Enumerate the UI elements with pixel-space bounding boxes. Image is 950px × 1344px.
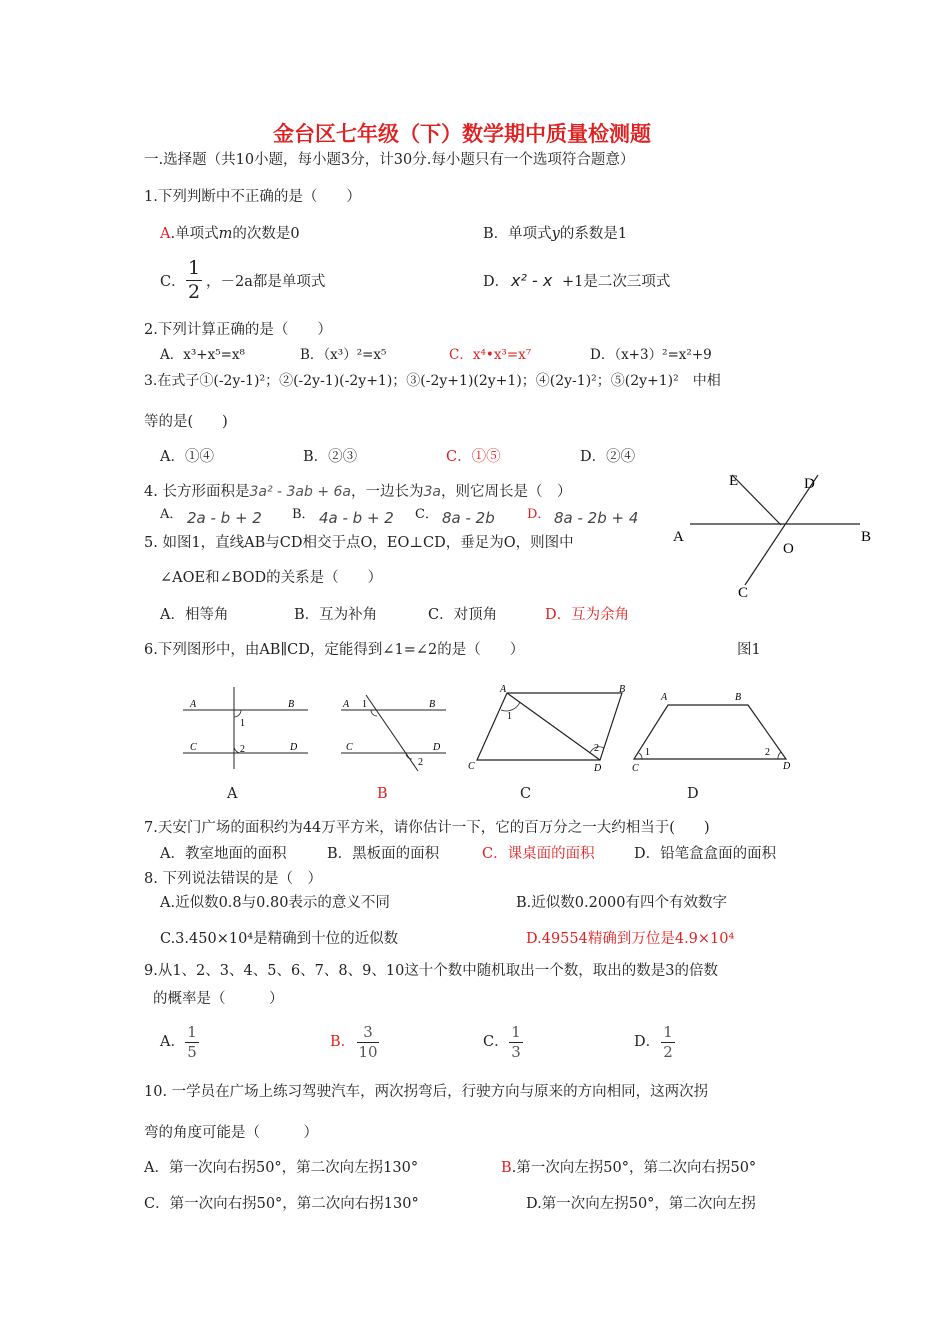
q4-option-b: 4a - b + 2 bbox=[319, 509, 394, 527]
q3-option-b: B．②③ bbox=[303, 449, 358, 465]
q3-option-c: C．①⑤ bbox=[446, 449, 501, 465]
svg-text:D: D bbox=[290, 742, 298, 753]
q4-stem: 4. 长方形面积是3a² - 3ab + 6a，一边长为3a，则它周长是（ ） bbox=[144, 484, 572, 500]
label-c: C bbox=[738, 585, 749, 601]
q9-option-a-fraction: 1 5 bbox=[185, 1025, 199, 1060]
q6-caption-c: C bbox=[520, 786, 532, 802]
q1-option-b: B．单项式y的系数是1 bbox=[483, 226, 628, 242]
q7-option-b: B．黑板面的面积 bbox=[327, 846, 440, 862]
q4-option-d: 8a - 2b + 4 bbox=[554, 509, 639, 527]
label-e: E bbox=[729, 473, 739, 489]
q9-option-c-label: C． bbox=[483, 1034, 509, 1050]
q5-stem: 5. 如图1，直线AB与CD相交于点O，EO⊥CD，垂足为O，则图中 bbox=[144, 535, 574, 551]
label-b: B bbox=[861, 529, 872, 545]
svg-text:B: B bbox=[735, 692, 742, 703]
q10-stem: 10. 一学员在广场上练习驾驶汽车，两次拐弯后，行驶方向与原来的方向相同，这两次拐 bbox=[144, 1084, 709, 1100]
q5-option-b: B．互为补角 bbox=[294, 607, 378, 623]
svg-text:D: D bbox=[433, 742, 441, 753]
svg-text:A: A bbox=[661, 692, 668, 703]
q2-option-b: B．（x³）²=x⁵ bbox=[300, 347, 387, 363]
q2-option-a: A．x³+x⁵=x⁸ bbox=[160, 347, 245, 363]
svg-text:C: C bbox=[632, 763, 639, 774]
svg-text:2: 2 bbox=[594, 743, 599, 754]
svg-text:D: D bbox=[783, 761, 791, 772]
q7-option-c: C．课桌面的面积 bbox=[482, 846, 595, 862]
svg-text:C: C bbox=[468, 761, 475, 772]
q6-caption-b: B bbox=[377, 786, 388, 802]
q6-figure-b bbox=[336, 685, 456, 775]
q8-option-d: D.49554精确到万位是4.9×10⁴ bbox=[526, 931, 735, 947]
q5-option-a: A．相等角 bbox=[160, 607, 229, 623]
q7-stem: 7.天安门广场的面积约为44万平方米，请你估计一下，它的百万分之一大约相当于( ) bbox=[144, 820, 710, 836]
q1-option-c-fraction: 1 2 bbox=[187, 257, 201, 303]
q4-option-b-label: B． bbox=[292, 507, 315, 522]
q3-option-a: A．①④ bbox=[160, 449, 214, 465]
q8-stem: 8. 下列说法错误的是（ ） bbox=[144, 871, 322, 887]
svg-text:1: 1 bbox=[240, 718, 245, 729]
label-a: A bbox=[673, 529, 684, 545]
q10-stem-cont: 弯的角度可能是（ ） bbox=[144, 1125, 318, 1141]
q9-stem-cont: 的概率是（ ） bbox=[153, 991, 284, 1007]
q6-figure-d bbox=[626, 685, 801, 775]
q3-stem: 3.在式子①(-2y-1)²；②(-2y-1)(-2y+1)；③(-2y+1)(2y+1)；④(2y-1)²；⑤(2y+1)² 中相 bbox=[144, 373, 721, 389]
svg-text:2: 2 bbox=[240, 744, 245, 755]
q4-option-a-label: A． bbox=[160, 507, 183, 522]
q4-option-c-label: C． bbox=[415, 507, 438, 522]
q6-figure-a bbox=[178, 685, 318, 775]
ray-oe bbox=[732, 475, 781, 525]
svg-text:B: B bbox=[619, 684, 626, 695]
q8-option-b: B.近似数0.2000有四个有效数字 bbox=[516, 895, 727, 911]
q9-option-c-fraction: 1 3 bbox=[509, 1025, 523, 1060]
svg-text:A: A bbox=[500, 684, 507, 695]
svg-text:A: A bbox=[343, 699, 350, 710]
q8-option-c: C.3.450×10⁴是精确到十位的近似数 bbox=[160, 931, 399, 947]
q7-option-d: D．铅笔盒盒面的面积 bbox=[634, 846, 777, 862]
q10-option-c: C．第一次向右拐50°，第二次向右拐130° bbox=[144, 1196, 419, 1212]
q8-option-a: A.近似数0.8与0.80表示的意义不同 bbox=[160, 895, 390, 911]
label-o: O bbox=[783, 541, 794, 557]
figure-1-caption: 图1 bbox=[737, 642, 761, 658]
q1-option-d-text: +1是二次三项式 bbox=[562, 274, 671, 290]
svg-text:2: 2 bbox=[418, 757, 423, 768]
q6-stem: 6.下列图形中，由AB∥CD，定能得到∠1=∠2的是（ ） bbox=[144, 642, 525, 658]
q5-option-d: D．互为余角 bbox=[545, 607, 630, 623]
q5-stem-cont: ∠AOE和∠BOD的关系是（ ） bbox=[160, 570, 383, 586]
q7-option-a: A．教室地面的面积 bbox=[160, 846, 287, 862]
svg-text:B: B bbox=[288, 699, 295, 710]
q9-stem: 9.从1、2、3、4、5、6、7、8、9、10这十个数中随机取出一个数，取出的数是3的倍数 bbox=[144, 963, 719, 979]
q5-option-c: C．对顶角 bbox=[428, 607, 498, 623]
svg-text:C: C bbox=[190, 742, 197, 753]
q2-option-c: C．x⁴•x³=x⁷ bbox=[449, 347, 532, 363]
svg-text:1: 1 bbox=[362, 699, 367, 710]
q1-option-d-label: D． bbox=[483, 274, 510, 290]
svg-text:1: 1 bbox=[507, 711, 512, 722]
q9-option-b-label: B． bbox=[330, 1034, 356, 1050]
q1-stem: 1.下列判断中不正确的是（ ） bbox=[144, 189, 361, 205]
q10-option-a: A．第一次向右拐50°，第二次向左拐130° bbox=[144, 1160, 419, 1176]
q9-option-b-fraction: 3 10 bbox=[358, 1023, 378, 1061]
svg-text:B: B bbox=[429, 699, 436, 710]
label-d: D bbox=[804, 476, 815, 492]
q1-option-c-text: ，－2a都是单项式 bbox=[206, 274, 326, 290]
q1-option-d-math: x² - x bbox=[511, 271, 553, 290]
q10-option-b-letter: B bbox=[501, 1160, 512, 1176]
q3-option-d: D．②④ bbox=[580, 449, 636, 465]
q4-option-a: 2a - b + 2 bbox=[187, 509, 262, 527]
svg-text:C: C bbox=[346, 742, 353, 753]
q9-option-d-label: D． bbox=[634, 1034, 661, 1050]
figure-1-diagram bbox=[660, 465, 890, 610]
section-heading: 一.选择题（共10小题，每小题3分，计30分.每小题只有一个选项符合题意） bbox=[144, 152, 635, 168]
q10-option-d: D.第一次向左拐50°，第二次向左拐 bbox=[526, 1196, 756, 1212]
q4-option-c: 8a - 2b bbox=[442, 509, 495, 527]
q3-stem-cont: 等的是( ) bbox=[144, 414, 228, 430]
q2-option-d: D．（x+3）²=x²+9 bbox=[590, 347, 712, 363]
q10-option-b: B.第一次向左拐50°，第二次向右拐50° bbox=[501, 1160, 757, 1176]
svg-text:D: D bbox=[594, 763, 602, 774]
q9-option-a-label: A． bbox=[160, 1034, 185, 1050]
q6-caption-d: D bbox=[687, 786, 699, 802]
svg-text:1: 1 bbox=[645, 747, 650, 758]
svg-text:A: A bbox=[190, 699, 197, 710]
svg-text:2: 2 bbox=[765, 747, 770, 758]
q9-option-d-fraction: 1 2 bbox=[661, 1025, 675, 1060]
q6-caption-a: A bbox=[227, 786, 238, 802]
q6-figure-c bbox=[462, 680, 632, 775]
q1-option-a-letter: A bbox=[160, 226, 171, 242]
q2-stem: 2.下列计算正确的是（ ） bbox=[144, 322, 332, 338]
q1-option-c-label: C． bbox=[160, 274, 186, 290]
page-title: 金台区七年级（下）数学期中质量检测题 bbox=[273, 122, 651, 146]
q4-option-d-label: D． bbox=[527, 507, 551, 522]
q1-option-a: A.单项式m的次数是0 bbox=[160, 226, 300, 242]
